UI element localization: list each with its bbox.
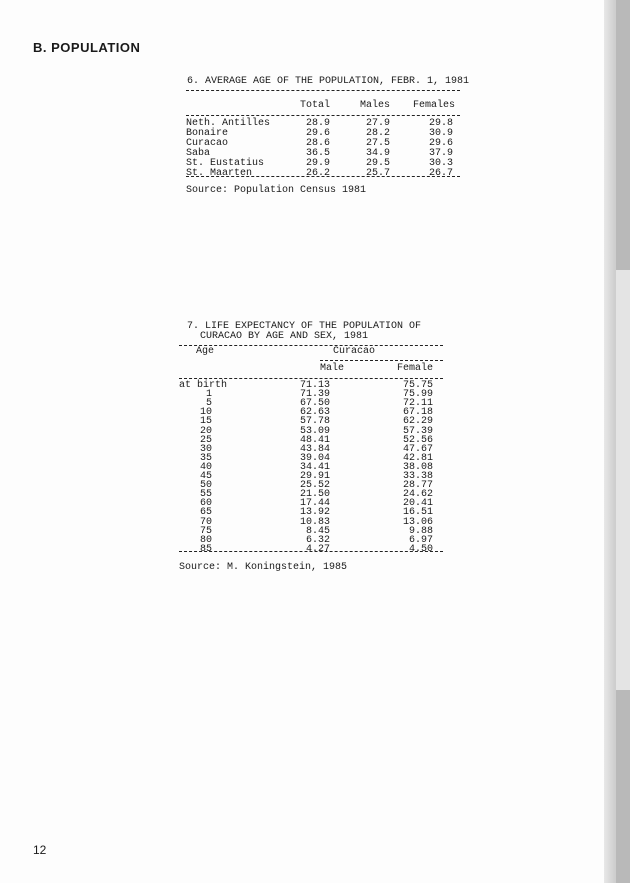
cell-male: 4.27: [305, 543, 330, 555]
cell-female: 9.88: [408, 525, 433, 537]
rule: [186, 176, 460, 177]
row-age: 5: [205, 398, 212, 410]
row-age: 80: [199, 534, 212, 546]
cell-male: 6.32: [305, 534, 330, 546]
cell-females: 30.3: [428, 158, 453, 169]
cell-female: 4.50: [408, 543, 433, 555]
rule: [179, 551, 443, 552]
header-females: Females: [412, 100, 455, 111]
page-number: 12: [33, 843, 47, 857]
cell-female: 57.39: [402, 425, 433, 437]
rule: [179, 345, 443, 346]
cell-female: 47.67: [402, 443, 433, 455]
cell-female: 24.62: [402, 489, 433, 501]
cell-female: 16.51: [402, 507, 433, 519]
cell-males: 28.2: [365, 128, 390, 139]
cell-female: 33.38: [402, 471, 433, 482]
cell-male: 8.45: [305, 525, 330, 537]
cell-male: 39.04: [299, 452, 330, 464]
row-age: 60: [199, 498, 212, 510]
table7-source: Source: M. Koningstein, 1985: [179, 562, 348, 573]
cell-female: 42.81: [402, 452, 433, 464]
cell-female: 38.08: [402, 461, 433, 473]
cell-female: 75.75: [402, 380, 433, 391]
rule: [186, 115, 460, 116]
row-label: Curacao: [186, 138, 229, 149]
row-age: 45: [199, 471, 212, 482]
row-age: 50: [199, 480, 212, 492]
row-age: 55: [199, 489, 212, 501]
row-age: 20: [199, 425, 212, 437]
row-label: Bonaire: [186, 128, 229, 139]
cell-male: 17.44: [299, 498, 330, 510]
table6-title: 6. AVERAGE AGE OF THE POPULATION, FEBR. 1, 1981: [187, 76, 470, 87]
table7-title-line2: CURACAO BY AGE AND SEX, 1981: [200, 331, 369, 342]
row-age: 35: [199, 452, 212, 464]
cell-total: 29.9: [305, 158, 330, 169]
row-age: 65: [199, 507, 212, 519]
cell-female: 52.56: [402, 434, 433, 446]
cell-total: 28.9: [305, 118, 330, 129]
row-age: 75: [199, 525, 212, 537]
rule: [320, 360, 443, 361]
cell-female: 6.97: [408, 534, 433, 546]
header-curacao: Curacao: [333, 346, 376, 357]
row-age: 25: [199, 434, 212, 446]
cell-females: 26.7: [428, 168, 453, 179]
cell-male: 62.63: [299, 407, 330, 419]
cell-females: 29.6: [428, 138, 453, 149]
cell-male: 53.09: [299, 425, 330, 437]
row-age: 15: [199, 416, 212, 428]
cell-male: 67.50: [299, 398, 330, 410]
cell-females: 37.9: [428, 148, 453, 159]
header-total: Total: [299, 100, 330, 111]
cell-male: 25.52: [299, 480, 330, 492]
cell-male: 71.39: [299, 389, 330, 401]
cell-females: 30.9: [428, 128, 453, 139]
row-age: 1: [205, 389, 212, 401]
row-age: 30: [199, 443, 212, 455]
cell-female: 28.77: [402, 480, 433, 492]
row-age: 70: [199, 516, 212, 528]
rule: [179, 378, 443, 379]
cell-males: 27.5: [365, 138, 390, 149]
section-title: B. POPULATION: [33, 40, 141, 55]
cell-female: 67.18: [402, 407, 433, 419]
header-female: Female: [396, 363, 433, 374]
row-label: Saba: [186, 148, 211, 159]
row-age: 40: [199, 461, 212, 473]
header-age: Age: [196, 346, 215, 357]
row-label: St. Eustatius: [186, 158, 265, 169]
cell-females: 29.8: [428, 118, 453, 129]
cell-total: 36.5: [305, 148, 330, 159]
cell-female: 62.29: [402, 416, 433, 428]
header-male: Male: [320, 363, 345, 374]
cell-total: 26.2: [305, 168, 330, 179]
cell-male: 21.50: [299, 489, 330, 501]
cell-males: 25.7: [365, 168, 390, 179]
row-label: St. Maarten: [186, 168, 253, 179]
row-label: Neth. Antilles: [186, 118, 271, 129]
header-males: Males: [359, 100, 390, 111]
cell-female: 72.11: [402, 398, 433, 410]
cell-males: 29.5: [365, 158, 390, 169]
cell-total: 29.6: [305, 128, 330, 139]
cell-male: 71.13: [299, 380, 330, 391]
cell-female: 75.99: [402, 389, 433, 401]
cell-female: 13.06: [402, 516, 433, 528]
cell-males: 27.9: [365, 118, 390, 129]
cell-male: 43.84: [299, 443, 330, 455]
rule: [186, 90, 460, 91]
cell-male: 10.83: [299, 516, 330, 528]
cell-male: 29.91: [299, 471, 330, 482]
cell-males: 34.9: [365, 148, 390, 159]
row-age: 10: [199, 407, 212, 419]
cell-total: 28.6: [305, 138, 330, 149]
cell-male: 13.92: [299, 507, 330, 519]
cell-female: 20.41: [402, 498, 433, 510]
row-age: 85: [199, 543, 212, 555]
table7-title-line1: 7. LIFE EXPECTANCY OF THE POPULATION OF: [187, 321, 422, 332]
row-age: at birth: [179, 380, 228, 391]
cell-male: 48.41: [299, 434, 330, 446]
cell-male: 57.78: [299, 416, 330, 428]
table6-source: Source: Population Census 1981: [186, 185, 367, 196]
scan-edge-light: [616, 270, 630, 690]
cell-male: 34.41: [299, 461, 330, 473]
